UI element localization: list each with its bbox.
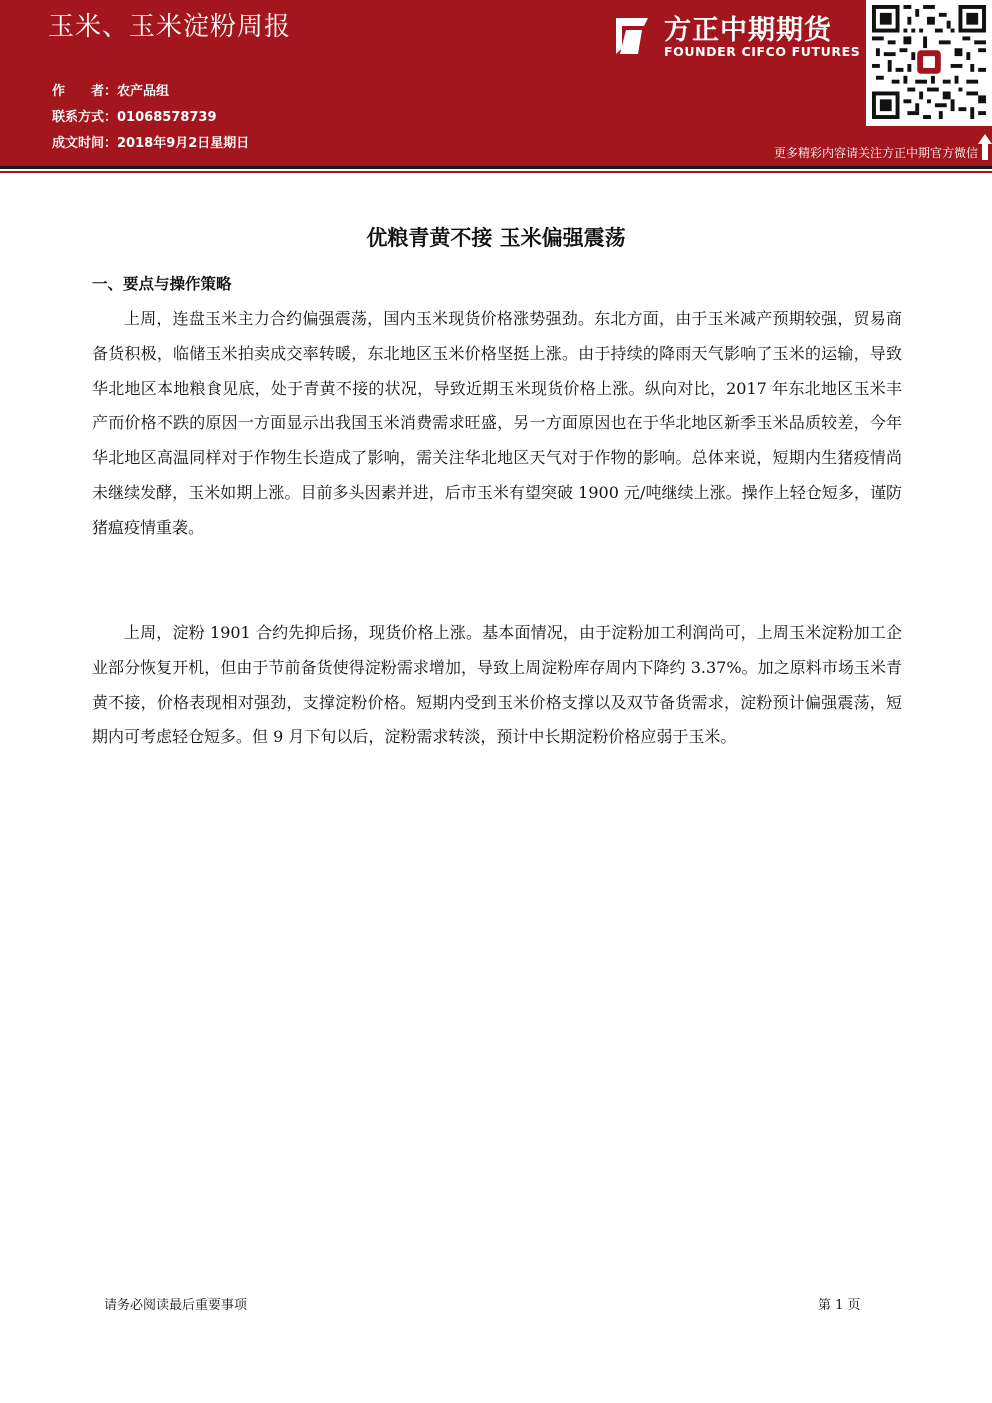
footer-notice: 请务必阅读最后重要事项	[104, 1298, 248, 1313]
report-header	[0, 0, 992, 166]
logo-mark-icon	[608, 14, 652, 58]
contact-value: 01068578739	[117, 110, 217, 125]
wechat-qr-code	[866, 0, 992, 126]
qr-code-icon	[872, 4, 986, 120]
paragraph-corn: 上周，连盘玉米主力合约偏强震荡，国内玉米现货价格涨势强劲。东北方面，由于玉米减产预期较强，贸易商备货积极，临储玉米拍卖成交率转暖，东北地区玉米价格坚挺上涨。由于持续的降雨天气影响了玉米的运输，导致华北地区本地粮食见底，处于青黄不接的状况，导致近期玉米现货价格上涨。纵向对比，2017 年东北地区玉米丰产而价格不跌的原因一方面显示出我国玉米消费需求旺盛，另一方面原因也在于华北地区新季玉米品质较差，今年华北地区高温同样对于作物生长造成了影响，需关注华北地区天气对于作物的影响。总体来说，短期内生猪疫情尚未继续发酵，玉米如期上涨。目前多头因素并进，后市玉米有望突破 1900 元/吨继续上涨。操作上轻仓短多，谨防猪瘟疫情重袭。	[92, 309, 902, 537]
contact-label: 联系方式：	[52, 110, 118, 125]
report-title: 玉米、玉米淀粉周报	[48, 12, 292, 42]
author-value: 农产品组	[117, 84, 170, 99]
arrow-up-icon	[978, 134, 992, 160]
header-divider	[0, 166, 992, 169]
author-label: 作 者：	[52, 84, 118, 99]
follow-wechat-note: 更多精彩内容请关注方正中期官方微信	[773, 146, 978, 160]
logo-english-name: FOUNDER CIFCO FUTURES	[664, 44, 861, 59]
page-number: 第 1 页	[818, 1298, 861, 1313]
section-heading: 一、要点与操作策略	[92, 275, 232, 293]
author-line	[52, 80, 169, 99]
company-logo	[608, 8, 861, 62]
date-value: 2018年9月2日星期日	[117, 136, 250, 151]
date-line	[52, 132, 249, 151]
date-label: 成文时间：	[52, 136, 118, 151]
article-title: 优粮青黄不接 玉米偏强震荡	[366, 226, 626, 250]
header-divider-accent	[0, 171, 992, 173]
contact-line	[52, 106, 217, 125]
logo-chinese-name: 方正中期期货	[664, 15, 832, 46]
paragraph-starch: 上周，淀粉 1901 合约先抑后扬，现货价格上涨。基本面情况，由于淀粉加工利润尚可，上周玉米淀粉加工企业部分恢复开机，但由于节前备货使得淀粉需求增加，导致上周淀粉库存周内下降约 3.37%。加之原料市场玉米青黄不接，价格表现相对强劲，支撑淀粉价格。短期内受到玉米价格支撑以及双节备货需求，淀粉预计偏强震荡，短期内可考虑轻仓短多。但 9 月下旬以后，淀粉需求转淡，预计中长期淀粉价格应弱于玉米。	[92, 623, 902, 747]
